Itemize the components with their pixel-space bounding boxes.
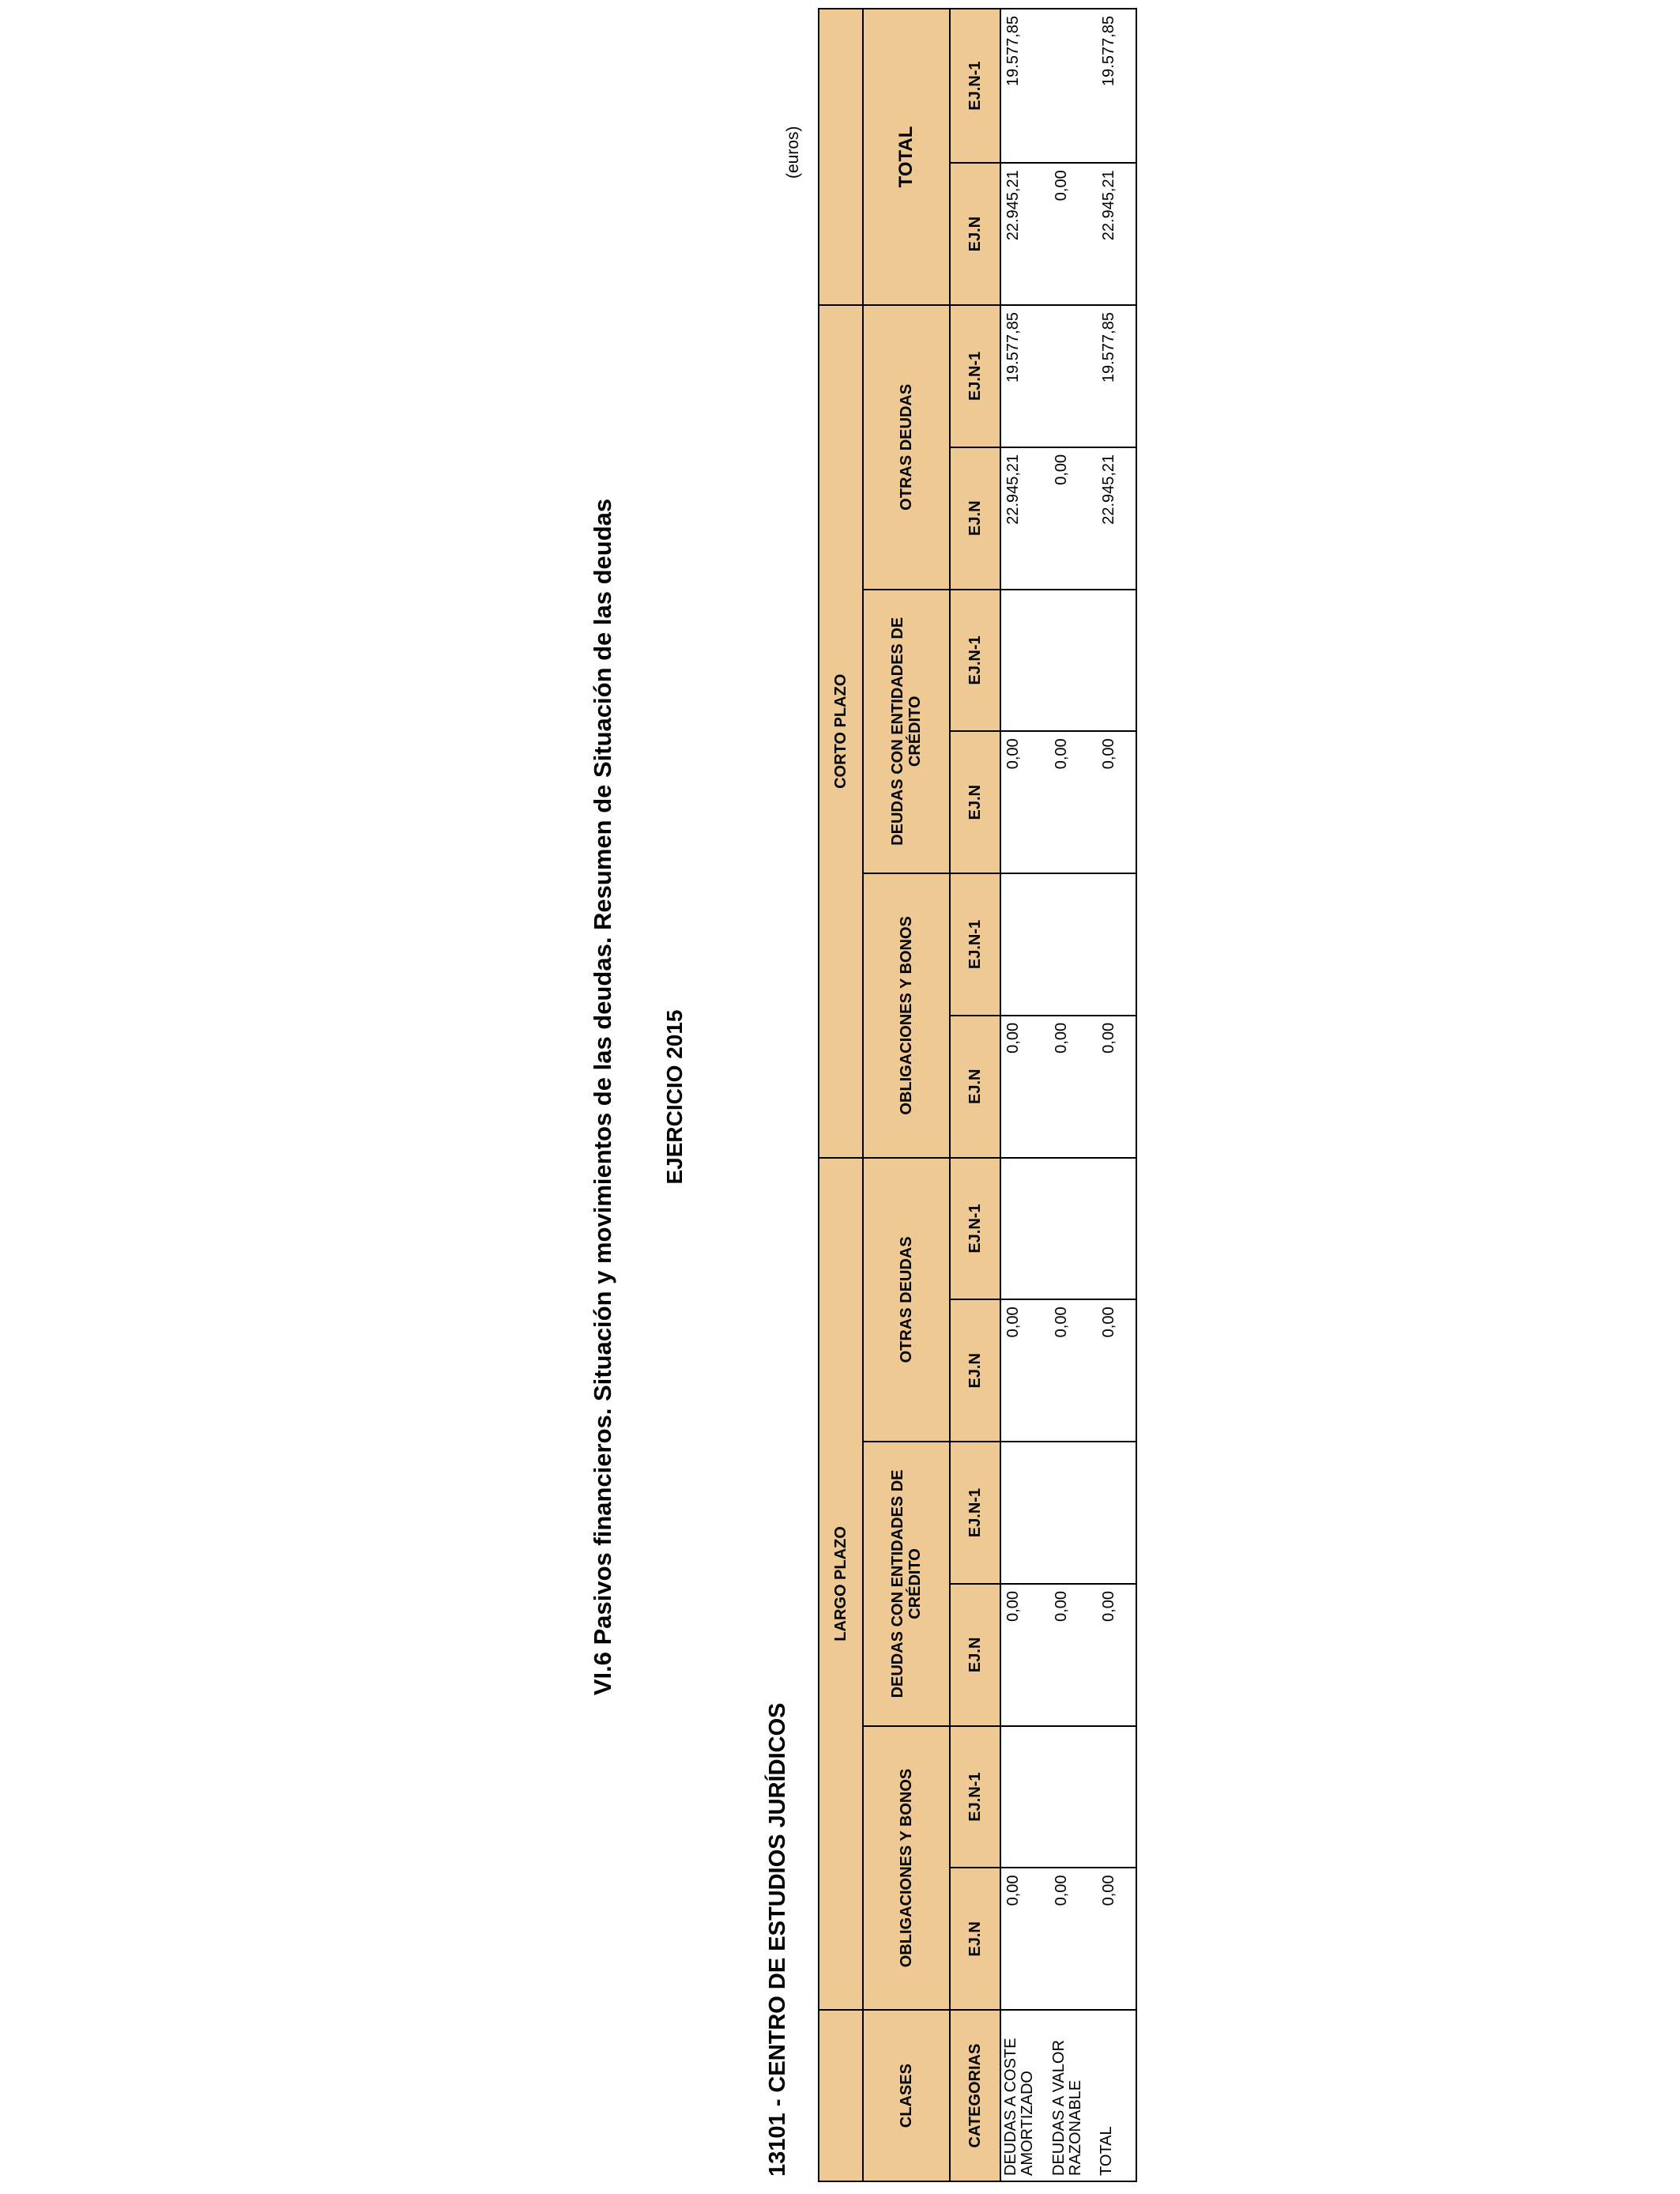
header-categorias: CATEGORIAS (950, 2010, 1000, 2181)
cell-value: 0,00 (1097, 1584, 1136, 1726)
cell-value: 19.577,85 (1097, 305, 1136, 447)
cell-value: 0,00 (1049, 163, 1097, 305)
cell-value (1049, 1158, 1097, 1300)
cell-value (1097, 1442, 1136, 1584)
header-largo-plazo: LARGO PLAZO (819, 1158, 863, 2011)
header-clases: CLASES (863, 2010, 950, 2181)
report-subtitle: EJERCICIO 2015 (662, 1009, 687, 1185)
cell-value (1049, 873, 1097, 1016)
header-ej-n: EJ.N (950, 1016, 1000, 1158)
cell-value (1097, 1726, 1136, 1868)
header-ej-n: EJ.N (950, 731, 1000, 873)
cell-value: 0,00 (1097, 1868, 1136, 2010)
cell-value: 0,00 (1000, 1868, 1049, 2010)
header-ej-n: EJ.N (950, 1299, 1000, 1442)
header-ej-n1: EJ.N-1 (950, 873, 1000, 1016)
header-cp-otras-deudas: OTRAS DEUDAS (863, 305, 950, 590)
cell-value (1049, 590, 1097, 732)
cell-value (1097, 590, 1136, 732)
header-lp-obligaciones: OBLIGACIONES Y BONOS (863, 1726, 950, 2011)
cell-value (1000, 1442, 1049, 1584)
header-ej-n: EJ.N (950, 163, 1000, 305)
header-ej-n1: EJ.N-1 (950, 1726, 1000, 1868)
entity-name: 13101 - CENTRO DE ESTUDIOS JURÍDICOS (765, 1702, 790, 2177)
header-ej-n: EJ.N (950, 447, 1000, 590)
cell-value (1049, 1726, 1097, 1868)
cell-value: 0,00 (1049, 1016, 1097, 1158)
cell-value (1000, 1158, 1049, 1300)
cell-value (1097, 1158, 1136, 1300)
header-total: TOTAL (863, 9, 950, 305)
cell-value: 0,00 (1000, 1016, 1049, 1158)
row-label: DEUDAS A COSTE AMORTIZADO (1000, 2010, 1049, 2181)
cell-value (1000, 590, 1049, 732)
table-row (1049, 9, 1097, 2181)
header-cp-deudas-entidades: DEUDAS CON ENTIDADES DE CRÉDITO (863, 590, 950, 874)
cell-value: 22.945,21 (1000, 447, 1049, 590)
cell-value: 0,00 (1000, 731, 1049, 873)
table-row-total (1097, 9, 1136, 2181)
cell-value: 19.577,85 (1000, 305, 1049, 447)
header-ej-n1: EJ.N-1 (950, 590, 1000, 732)
cell-value: 0,00 (1097, 1016, 1136, 1158)
cell-value (1049, 9, 1097, 163)
header-ej-n: EJ.N (950, 1584, 1000, 1726)
header-lp-otras-deudas: OTRAS DEUDAS (863, 1158, 950, 1442)
cell-value: 22.945,21 (1097, 163, 1136, 305)
cell-value: 0,00 (1000, 1584, 1049, 1726)
cell-value: 19.577,85 (1000, 9, 1049, 163)
cell-value: 0,00 (1049, 1868, 1097, 2010)
row-label: DEUDAS A VALOR RAZONABLE (1049, 2010, 1097, 2181)
report-title: VI.6 Pasivos financieros. Situación y movimientos de las deudas. Resumen de Situación de las deudas (589, 498, 616, 1696)
debt-summary-table (818, 8, 1137, 2182)
header-ej-n1: EJ.N-1 (950, 9, 1000, 163)
header-total-top (819, 9, 863, 305)
cell-value: 0,00 (1049, 1584, 1097, 1726)
cell-value: 19.577,85 (1097, 9, 1136, 163)
cell-value (1049, 1442, 1097, 1584)
header-corner (819, 2010, 863, 2181)
table-row (1000, 9, 1049, 2181)
cell-value (1049, 305, 1097, 447)
cell-value (1097, 873, 1136, 1016)
cell-value (1000, 1726, 1049, 1868)
cell-value: 0,00 (1000, 1299, 1049, 1442)
header-corto-plazo: CORTO PLAZO (819, 305, 863, 1158)
currency-note: (euros) (784, 126, 802, 179)
header-ej-n: EJ.N (950, 1868, 1000, 2010)
cell-value: 0,00 (1049, 731, 1097, 873)
header-lp-deudas-entidades: DEUDAS CON ENTIDADES DE CRÉDITO (863, 1442, 950, 1726)
cell-value: 0,00 (1049, 1299, 1097, 1442)
cell-value: 0,00 (1097, 731, 1136, 873)
cell-value: 0,00 (1097, 1299, 1136, 1442)
header-cp-obligaciones: OBLIGACIONES Y BONOS (863, 873, 950, 1158)
cell-value: 22.945,21 (1000, 163, 1049, 305)
cell-value: 22.945,21 (1097, 447, 1136, 590)
header-ej-n1: EJ.N-1 (950, 1442, 1000, 1584)
cell-value (1000, 873, 1049, 1016)
header-ej-n1: EJ.N-1 (950, 305, 1000, 447)
cell-value: 0,00 (1049, 447, 1097, 590)
header-ej-n1: EJ.N-1 (950, 1158, 1000, 1300)
row-label: TOTAL (1097, 2010, 1136, 2181)
